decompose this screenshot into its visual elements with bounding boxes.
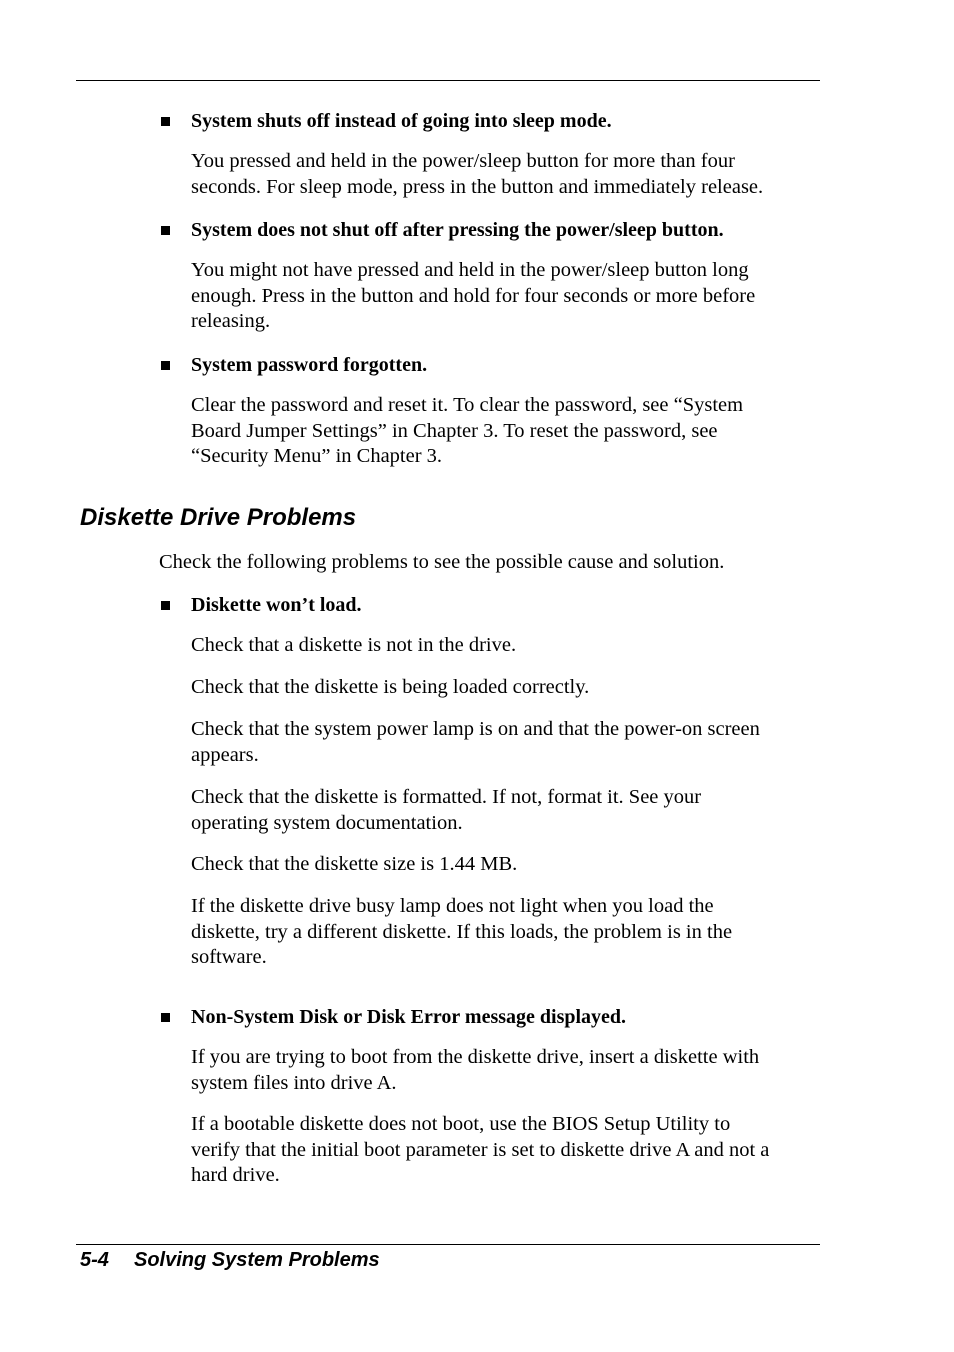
chapter-title: Solving System Problems	[134, 1249, 380, 1271]
footer-rule	[76, 1244, 820, 1245]
bullet-heading: System shuts off instead of going into sleep mode.	[191, 110, 612, 132]
square-bullet-icon	[161, 601, 170, 610]
section-heading: Diskette Drive Problems	[80, 504, 357, 531]
paragraph: You pressed and held in the power/sleep button for more than four seconds. For sleep mode, press in the button and immediately release.	[191, 150, 764, 198]
header-rule	[76, 80, 820, 81]
square-bullet-icon	[161, 117, 170, 126]
page-number: 5-4	[80, 1249, 109, 1271]
paragraph: Check that a diskette is not in the drive.	[191, 634, 517, 656]
paragraph: If a bootable diskette does not boot, use the BIOS Setup Utility to verify that the initial boot parameter is set to diskette drive A and not a hard drive.	[191, 1113, 770, 1186]
paragraph: Check that the diskette is formatted. If not, format it. See your operating system documentation.	[191, 786, 702, 834]
square-bullet-icon	[161, 1013, 170, 1022]
paragraph: Clear the password and reset it. To clear the password, see “System Board Jumper Settings” in Chapter 3. To reset the password, see “Security Menu” in Chapter 3.	[191, 394, 744, 467]
page-footer	[80, 1247, 380, 1273]
paragraph: Check that the system power lamp is on and that the power-on screen appears.	[191, 718, 760, 766]
bullet-heading: Diskette won’t load.	[191, 594, 362, 616]
square-bullet-icon	[161, 361, 170, 370]
paragraph: If you are trying to boot from the diskette drive, insert a diskette with system files into drive A.	[191, 1046, 760, 1094]
intro-paragraph: Check the following problems to see the possible cause and solution.	[159, 551, 725, 573]
paragraph: Check that the diskette is being loaded correctly.	[191, 676, 590, 698]
bullet-heading: System password forgotten.	[191, 354, 428, 376]
bullet-heading: System does not shut off after pressing the power/sleep button.	[191, 219, 724, 241]
square-bullet-icon	[161, 226, 170, 235]
paragraph: Check that the diskette size is 1.44 MB.	[191, 853, 518, 875]
paragraph: You might not have pressed and held in the power/sleep button long enough. Press in the button and hold for four seconds or more before releasing.	[191, 259, 756, 332]
bullet-heading: Non-System Disk or Disk Error message displayed.	[191, 1006, 627, 1028]
paragraph: If the diskette drive busy lamp does not light when you load the diskette, try a different diskette. If this loads, the problem is in the software.	[191, 895, 733, 968]
